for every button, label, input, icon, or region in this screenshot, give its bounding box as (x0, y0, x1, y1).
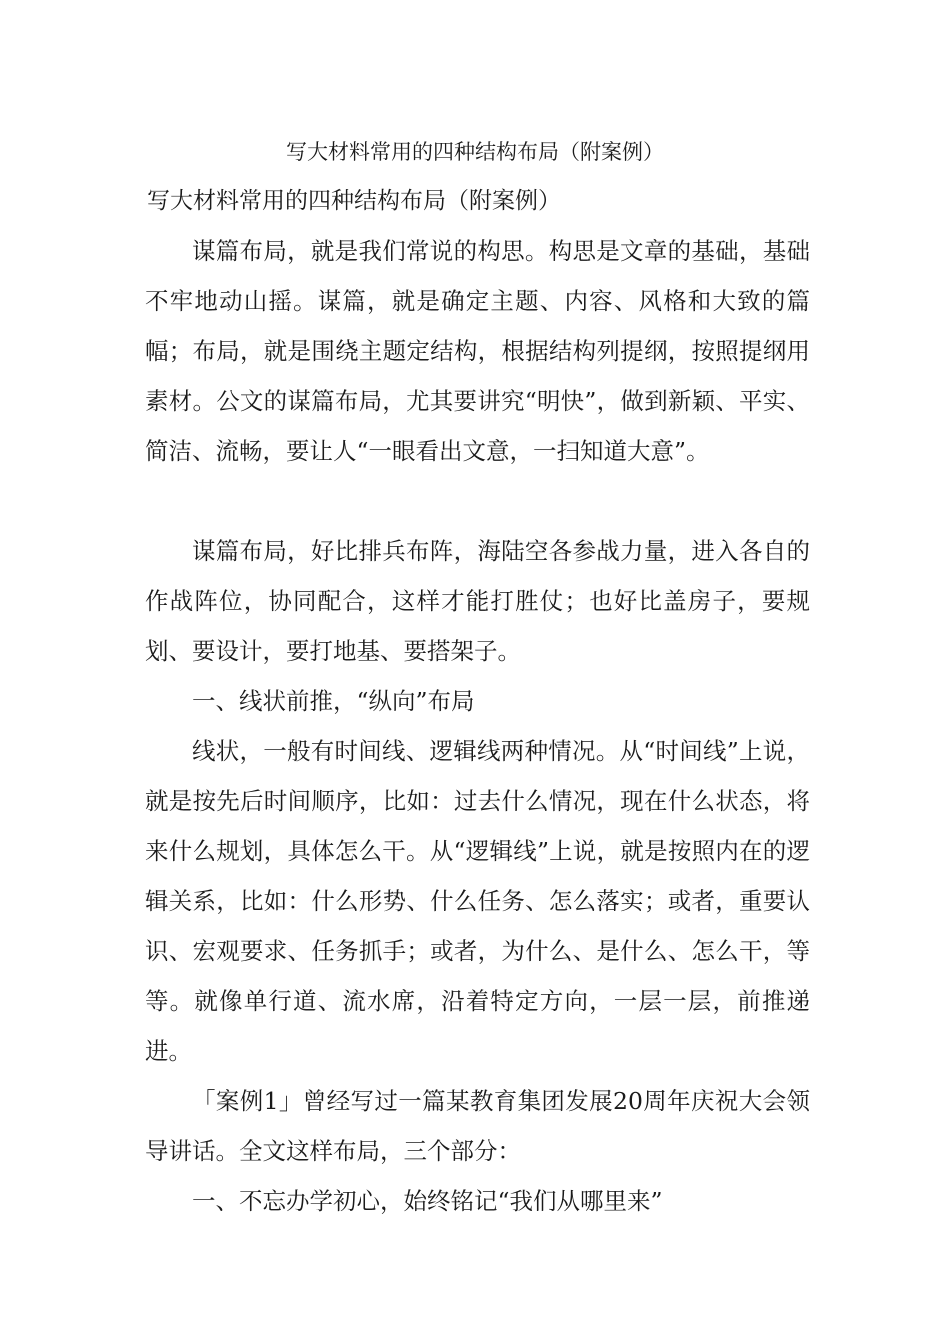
document-title: 写大材料常用的四种结构布局（附案例） (286, 140, 664, 164)
document-subtitle: 写大材料常用的四种结构布局（附案例） (147, 188, 561, 214)
body-paragraph: 谋篇布局，好比排兵布阵，海陆空各参战力量，进入各自的作战阵位，协同配合，这样才能打胜仗；也好比盖房子，要规划、要设计，要打地基、要搭架子。 (145, 537, 810, 665)
body-paragraph: 谋篇布局，就是我们常说的构思。构思是文章的基础，基础不牢地动山摇。谋篇，就是确定主题、内容、风格和大致的篇幅；布局，就是围绕主题定结构，根据结构列提纲，按照提纲用素材。公文的谋篇布局，尤其要讲究“明快”，做到新颖、平实、简洁、流畅，要让人“一眼看出文意，一扫知道大意”。 (145, 237, 810, 465)
case-paragraph: 「案例1」曾经写过一篇某教育集团发展20周年庆祝大会领导讲话。全文这样布局，三个部分： (145, 1087, 810, 1165)
body-paragraph: 线状，一般有时间线、逻辑线两种情况。从“时间线”上说，就是按先后时间顺序，比如：过去什么情况，现在什么状态，将来什么规划，具体怎么干。从“逻辑线”上说，就是按照内在的逻辑关系，比如：什么形势、什么任务、怎么落实；或者，重要认识、宏观要求、任务抓手；或者，为什么、是什么、怎么干，等等。就像单行道、流水席，沿着特定方向，一层一层，前推递进。 (145, 737, 810, 1065)
section-heading: 一、线状前推，“纵向”布局 (192, 687, 475, 715)
case-subheading: 一、不忘办学初心，始终铭记“我们从哪里来” (192, 1187, 663, 1215)
